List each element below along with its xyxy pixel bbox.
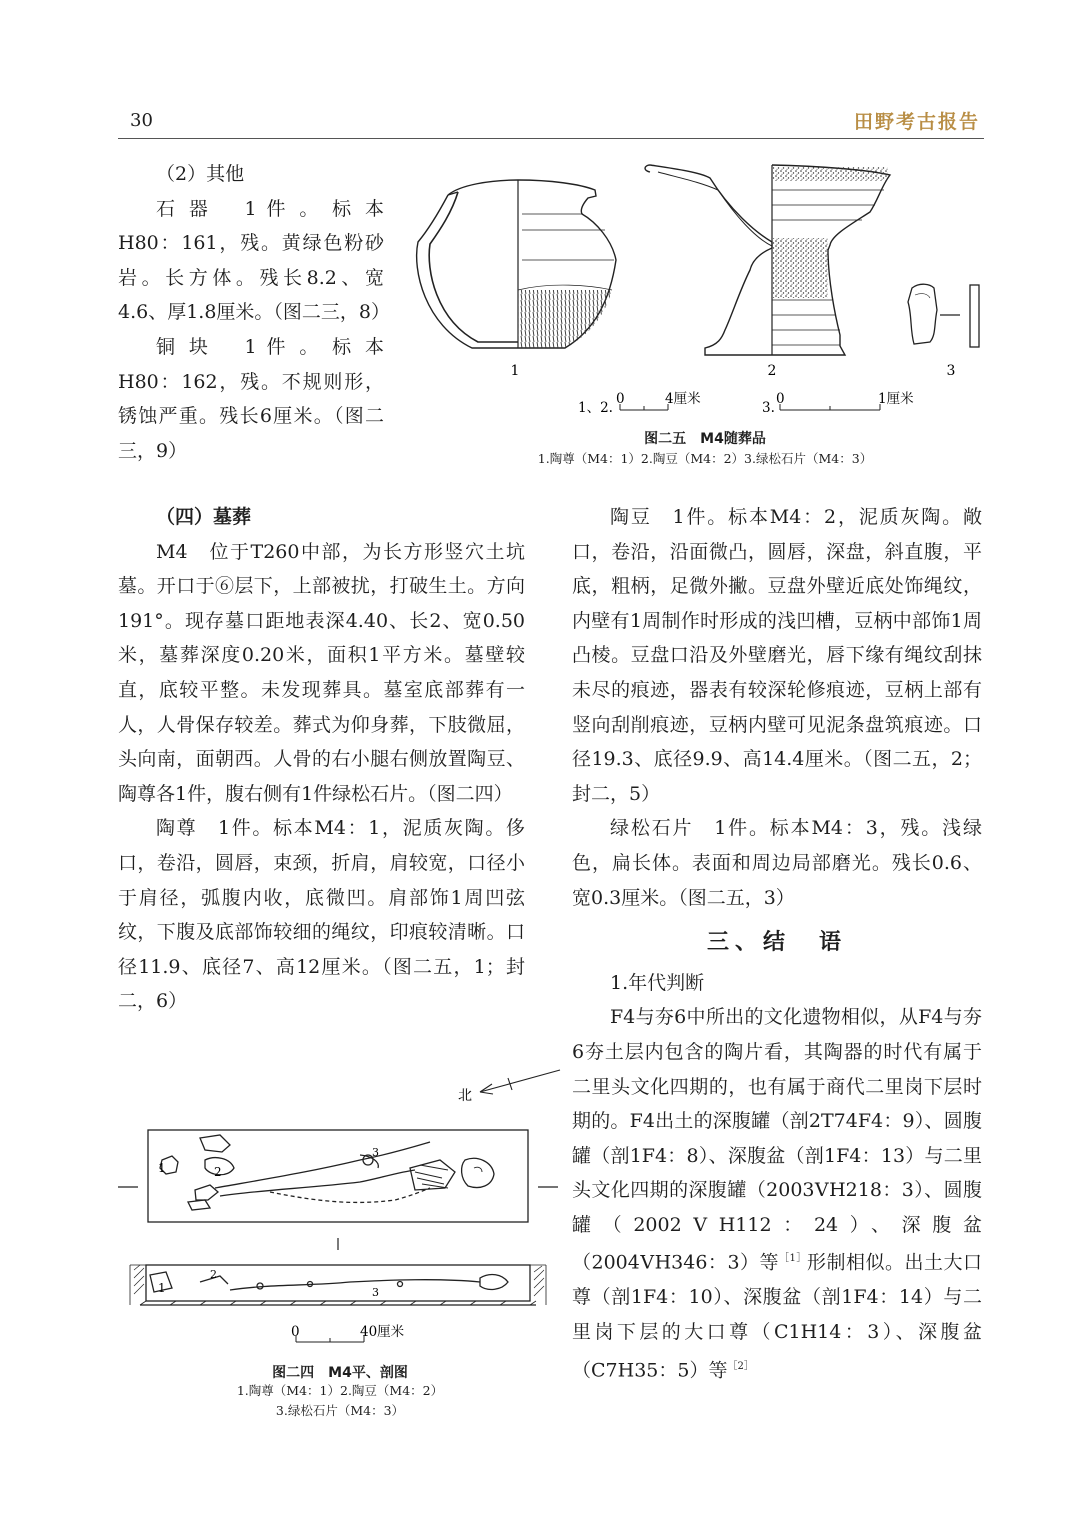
scale1-zero: 0 — [616, 391, 625, 407]
scale2-prefix: 3. — [762, 400, 775, 415]
plan-mark-1: 1 — [158, 1161, 166, 1175]
figure-24-scale-bar — [296, 1336, 364, 1342]
figure-24-caption-1: 1.陶尊（M4：1）2.陶豆（M4：2） — [236, 1383, 444, 1398]
figure-25-label-3: 3 — [946, 363, 956, 379]
figure-25-label-2: 2 — [767, 363, 777, 379]
paragraph-pottery-zun: 陶尊 1件。标本M4：1，泥质灰陶。侈口，卷沿，圆唇，束颈，折肩，肩较宽，口径小于肩径，弧腹内收，底微凹。肩部饰1周凹弦纹，下腹及底部饰较细的绳纹，印痕较清晰。口径11.9、底径7、高12厘米。（图二五，1；封二，6） — [118, 817, 525, 1013]
fig24-scale-end: 40厘米 — [360, 1324, 405, 1340]
heading-other: （2）其他 — [156, 163, 245, 185]
paragraph-pottery-dou: 陶豆 1件。标本M4：2，泥质灰陶。敞口，卷沿，沿面微凸，圆唇，深盘，斜直腹，平底，粗柄，足微外撇。豆盘外壁近底处饰绳纹，内壁有1周制作时形成的浅凹槽，豆柄中部饰1周凸棱。豆盘口沿及外壁磨光，唇下缘有绳纹刮抹未尽的痕迹，器表有较深轮修痕迹，豆柄上部有竖向刮削痕迹，豆柄内壁可见泥条盘筑痕迹。口径19.3、底径9.9、高14.4厘米。（图二五，2；封二，5） — [572, 506, 982, 805]
plan-mark-3: 3 — [372, 1146, 379, 1159]
paragraph-m4: M4 位于T260中部，为长方形竖穴土坑墓。开口于⑥层下，上部被扰，打破生土。方向191°。现存墓口距地表深4.40、长2、宽0.50米，墓葬深度0.20米，面积1平方米。墓壁较直，底较平整。未发现葬具。墓室底部葬有一人，人骨保存较差。葬式为仰身葬，下肢微屈，头向南，面朝西。人骨的右小腿右侧放置陶豆、陶尊各1件，腹右侧有1件绿松石片。（图二四） — [118, 540, 525, 805]
page-number: 30 — [130, 110, 153, 131]
pottery-dou-drawing — [645, 165, 890, 355]
heading-dating: 1.年代判断 — [610, 971, 705, 994]
figure-25-title: 图二五 M4随葬品 — [644, 431, 766, 447]
section-mark-1: 1 — [158, 1281, 166, 1295]
left-column-top — [118, 157, 391, 468]
figure-24-drawing — [110, 1060, 570, 1350]
header-rule — [118, 138, 984, 139]
figure-25-caption: 1.陶尊（M4：1）2.陶豆（M4：2）3.绿松石片（M4：3） — [537, 451, 873, 466]
left-column-bottom — [118, 500, 525, 1019]
scale1-end: 4厘米 — [665, 391, 701, 407]
paragraph-stone-tool: 石 器 1 件 。 标 本H80：161，残。黄绿色粉砂岩。长方体。残长8.2、宽4.6、厚1.8厘米。（图二三，8） — [118, 197, 391, 324]
pottery-zun-drawing — [417, 180, 616, 348]
scale2-zero: 0 — [776, 391, 785, 407]
section-mark-3: 3 — [372, 1286, 379, 1299]
journal-title: 田野考古报告 — [853, 111, 980, 133]
heading-tombs: （四）墓葬 — [156, 506, 252, 528]
scale2-end: 1厘米 — [878, 391, 914, 407]
north-label: 北 — [458, 1088, 472, 1104]
heading-conclusion: 三、结 语 — [706, 929, 847, 956]
turquoise-flake-drawing — [908, 284, 979, 347]
section-mark-2: 2 — [210, 1268, 217, 1281]
figure-24-title: 图二四 M4平、剖图 — [272, 1365, 408, 1381]
tomb-plan — [118, 1130, 558, 1222]
fig24-scale-zero: 0 — [291, 1324, 300, 1340]
paragraph-dating: F4与夯6中所出的文化遗物相似，从F4与夯6夯土层内包含的陶片看，其陶器的时代有属于二里头文化四期的，也有属于商代二里岗下层时期的。F4出土的深腹罐（剖2T74F4：9）、圆腹罐（剖1F4：8）、深腹盆（剖1F4：13）与二里头文化四期的深腹罐（2003ⅤH218：3）、圆腹罐（2002ⅤH112：24）、深腹盆（2004ⅤH346：3）等$^{[1]}$形制相似。出土大口尊（剖1F4：10）、深腹盆（剖1F4：14）与二里岗下层的大口尊（C1H14：3）、深腹盆（C7H35：5）等$^{[2]}$ — [572, 1006, 982, 1381]
figure-24-caption-2: 3.绿松石片（M4：3） — [275, 1403, 405, 1418]
north-arrow-icon — [480, 1070, 560, 1094]
paragraph-turquoise: 绿松石片 1件。标本M4：3，残。浅绿色，扁长体。表面和周边局部磨光。残长0.6、宽0.3厘米。（图二五，3） — [572, 817, 982, 909]
right-column — [572, 500, 982, 1388]
figure-25-scale-bars — [620, 404, 880, 410]
scale1-prefix: 1、2. — [578, 400, 613, 415]
citation-2[interactable]: ［2］ — [727, 1360, 754, 1372]
plan-mark-2: 2 — [214, 1165, 222, 1179]
figure-25-drawing — [400, 150, 990, 415]
figure-25-label-1: 1 — [510, 363, 520, 379]
tomb-section — [130, 1265, 546, 1305]
paragraph-copper-lump: 铜 块 1 件 。 标 本H80：162，残。不规则形，锈蚀严重。残长6厘米。（图二三，9） — [118, 335, 384, 462]
citation-1[interactable]: ［1］ — [779, 1253, 807, 1265]
